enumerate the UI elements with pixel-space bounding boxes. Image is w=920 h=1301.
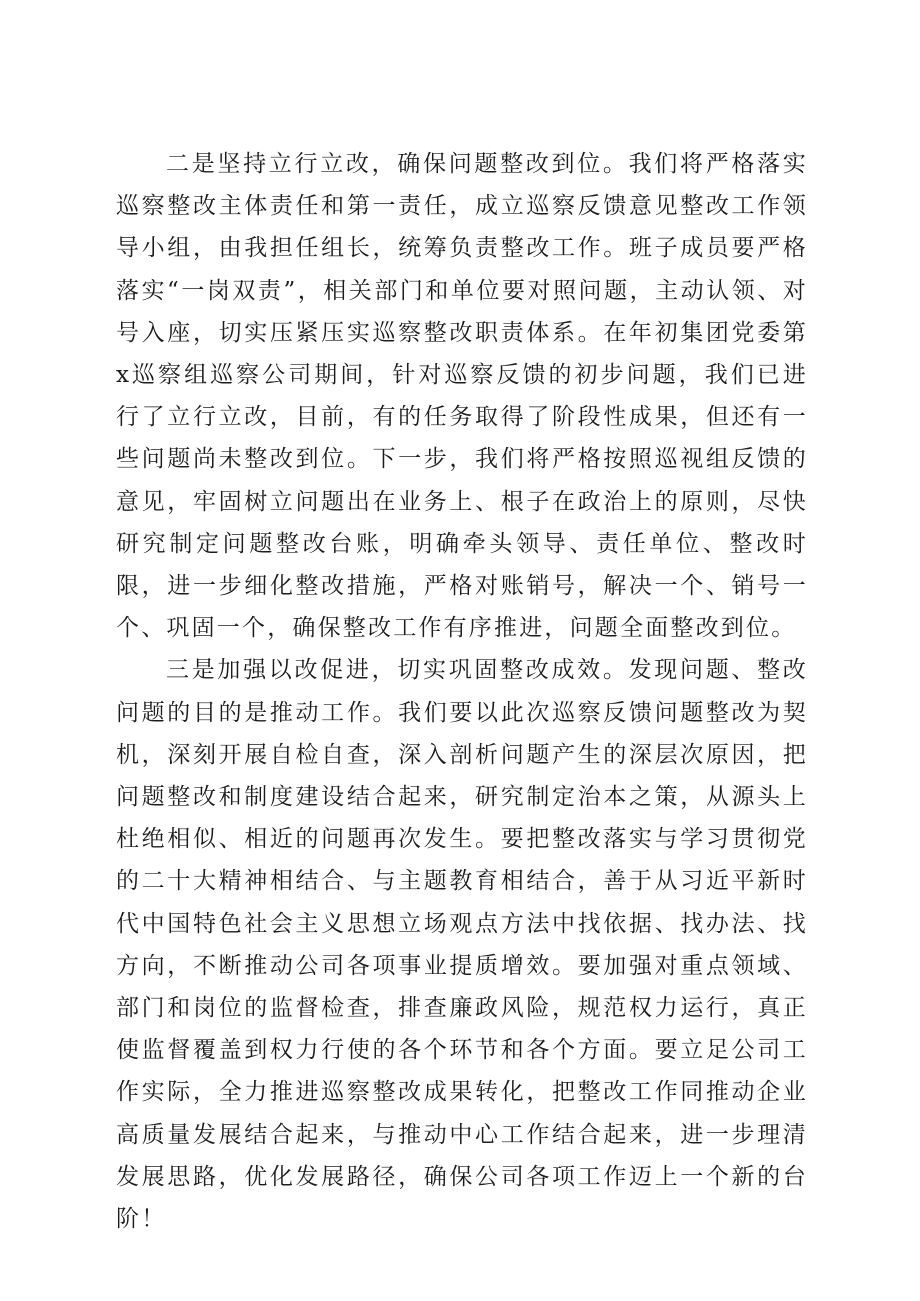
document-body (116, 143, 808, 1240)
paragraph-rectification-in-place: 二是坚持立行立改，确保问题整改到位。我们将严格落实巡察整改主体责任和第一责任，成立巡察反馈意见整改工作领导小组，由我担任组长，统筹负责整改工作。班子成员要严格落实“一岗双责”，相关部门和单位要对照问题，主动认领、对号入座，切实压紧压实巡察整改职责体系。在年初集团党委第x巡察组巡察公司期间，针对巡察反馈的初步问题，我们已进行了立行立改，目前，有的任务取得了阶段性成果，但还有一些问题尚未整改到位。下一步，我们将严格按照巡视组反馈的意见，牢固树立问题出在业务上、根子在政治上的原则，尽快研究制定问题整改台账，明确牵头领导、责任单位、整改时限，进一步细化整改措施，严格对账销号，解决一个、销号一个、巩固一个，确保整改工作有序推进，问题全面整改到位。 (116, 151, 808, 642)
paragraph-consolidate-results: 三是加强以改促进，切实巩固整改成效。发现问题、整改问题的目的是推动工作。我们要以此次巡察反馈问题整改为契机，深刻开展自检自查，深入剖析问题产生的深层次原因，把问题整改和制度建设结合起来，研究制定治本之策，从源头上杜绝相似、相近的问题再次发生。要把整改落实与学习贯彻党的二十大精神相结合、与主题教育相结合，善于从习近平新时代中国特色社会主义思想立场观点方法中找依据、找办法、找方向，不断推动公司各项事业提质增效。要加强对重点领域、部门和岗位的监督检查，排查廉政风险，规范权力运行，真正使监督覆盖到权力行使的各个环节和各个方面。要立足公司工作实际，全力推进巡察整改成果转化，把整改工作同推动企业高质量发展结合起来，与推动中心工作结合起来，进一步理清发展思路，优化发展路径，确保公司各项工作迈上一个新的台阶！ (116, 657, 808, 1233)
